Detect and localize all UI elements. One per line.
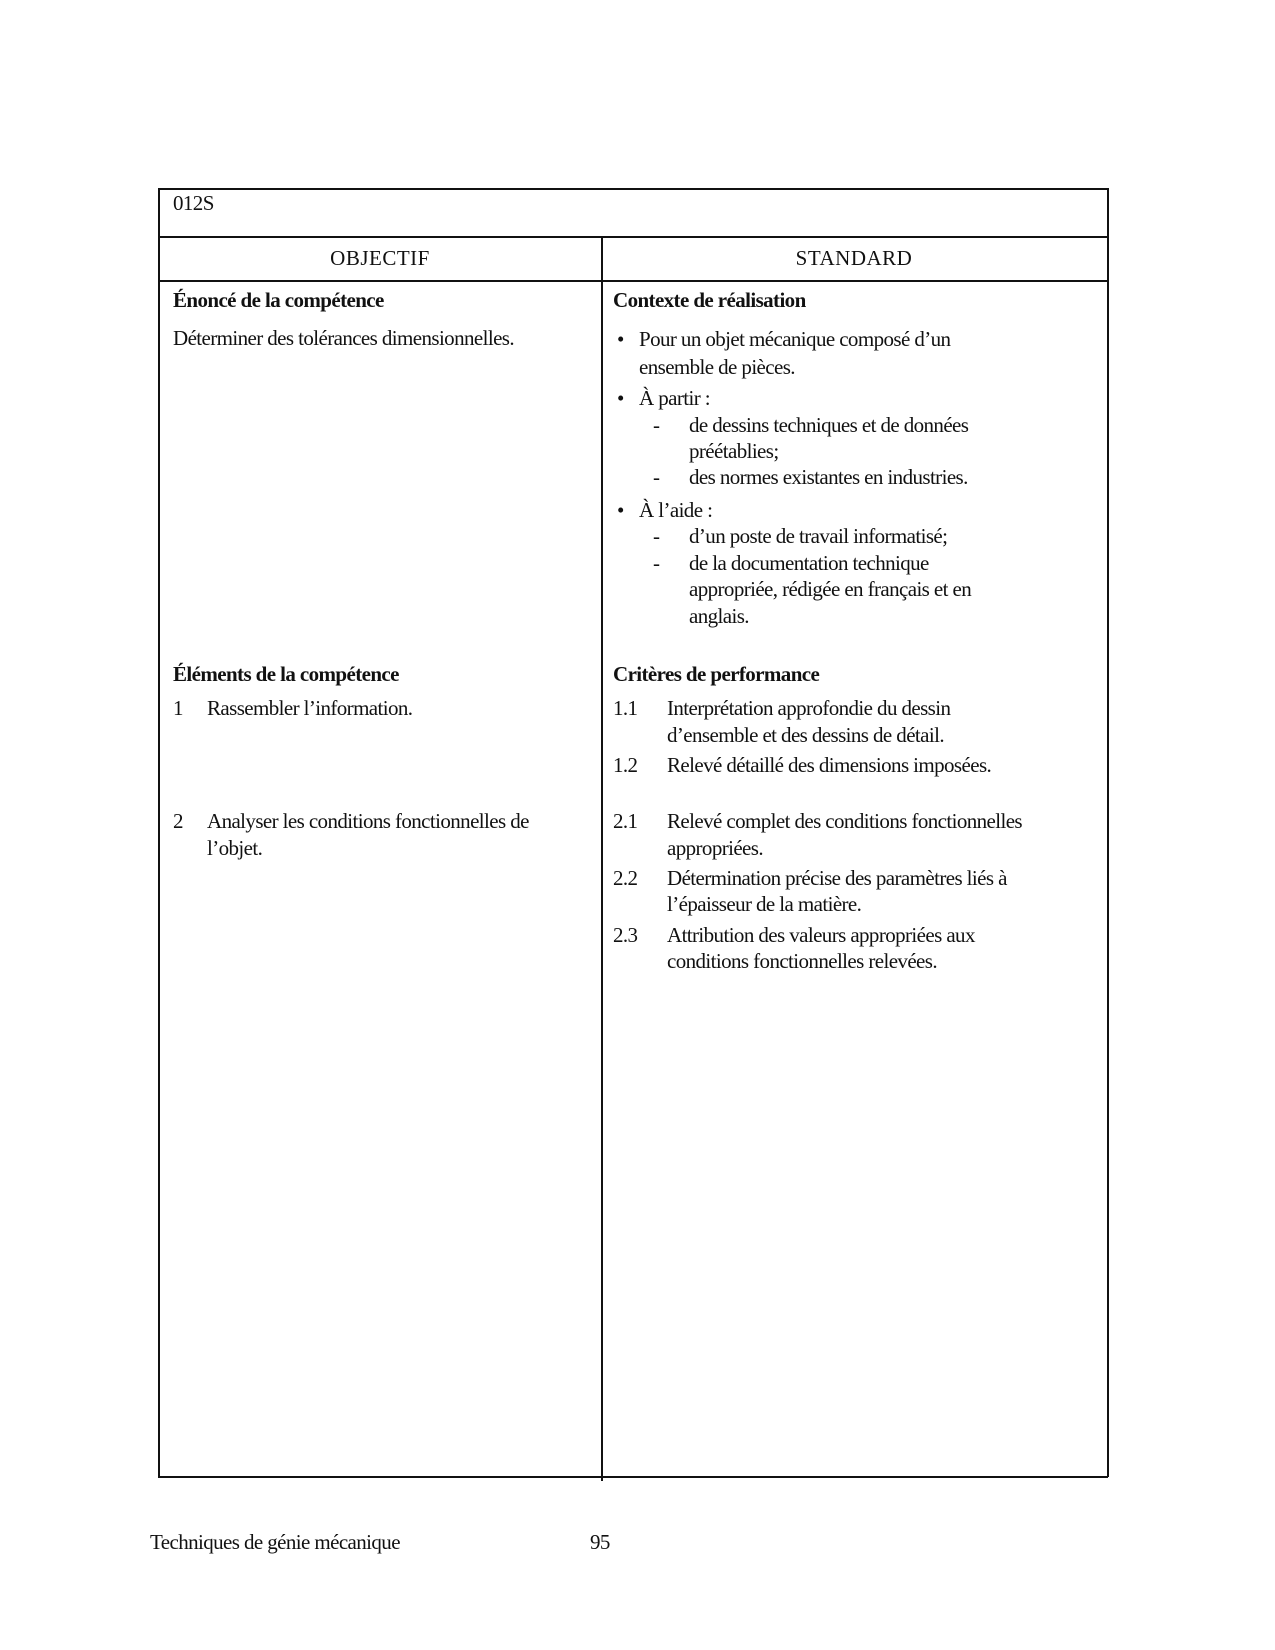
critere-number: 1.2 (613, 753, 638, 777)
header-standard: STANDARD (795, 246, 913, 270)
critere-text: Relevé complet des conditions fonctionnelles (667, 809, 1023, 833)
contexte-line: d’un poste de travail informatisé; (689, 524, 948, 548)
critere-text: Relevé détaillé des dimensions imposées. (667, 753, 992, 777)
footer-title: Techniques de génie mécanique (150, 1530, 400, 1554)
course-code: 012S (173, 191, 214, 215)
critere-number: 2.1 (613, 809, 638, 833)
contexte-line: À l’aide : (639, 498, 713, 522)
row-divider-code (158, 236, 1108, 238)
critere-text: Interprétation approfondie du dessin (667, 696, 951, 720)
contexte-line: de dessins techniques et de données (689, 413, 969, 437)
contexte-line: À partir : (639, 386, 710, 410)
row-divider-header (158, 280, 1108, 282)
elements-heading: Éléments de la compétence (173, 662, 399, 686)
column-divider (601, 236, 603, 1481)
critere-text: Attribution des valeurs appropriées aux (667, 923, 975, 947)
critere-text: conditions fonctionnelles relevées. (667, 949, 937, 973)
critere-text: l’épaisseur de la matière. (667, 892, 862, 916)
bullet-icon: • (617, 498, 624, 522)
enonce-text: Déterminer des tolérances dimensionnelles. (173, 326, 515, 350)
element-text: Analyser les conditions fonctionnelles de (207, 809, 529, 833)
critere-number: 2.2 (613, 866, 638, 890)
header-objectif: OBJECTIF (330, 246, 430, 270)
bullet-icon: • (617, 327, 624, 351)
critere-text: d’ensemble et des dessins de détail. (667, 723, 944, 747)
table-border-left (158, 188, 160, 1477)
contexte-heading: Contexte de réalisation (613, 288, 806, 312)
contexte-line: de la documentation technique (689, 551, 929, 575)
page-number: 95 (590, 1530, 610, 1554)
bullet-icon: • (617, 386, 624, 410)
critere-text: Détermination précise des paramètres liés à (667, 866, 1007, 890)
contexte-line: des normes existantes en industries. (689, 465, 968, 489)
enonce-heading: Énoncé de la compétence (173, 288, 384, 312)
contexte-line: appropriée, rédigée en français et en (689, 577, 972, 601)
contexte-line: anglais. (689, 604, 749, 628)
critere-text: appropriées. (667, 836, 764, 860)
element-number: 2 (173, 809, 183, 833)
element-number: 1 (173, 696, 183, 720)
critere-number: 2.3 (613, 923, 638, 947)
dash-icon: - (653, 524, 660, 548)
contexte-line: ensemble de pièces. (639, 355, 795, 379)
table-border-top (158, 188, 1108, 190)
critere-number: 1.1 (613, 696, 638, 720)
table-border-right (1107, 188, 1109, 1477)
table-border-bottom (158, 1476, 1108, 1478)
contexte-line: préétablies; (689, 439, 779, 463)
dash-icon: - (653, 465, 660, 489)
dash-icon: - (653, 551, 660, 575)
dash-icon: - (653, 413, 660, 437)
criteres-heading: Critères de performance (613, 662, 820, 686)
contexte-line: Pour un objet mécanique composé d’un (639, 327, 951, 351)
element-text: l’objet. (207, 836, 263, 860)
element-text: Rassembler l’information. (207, 696, 413, 720)
